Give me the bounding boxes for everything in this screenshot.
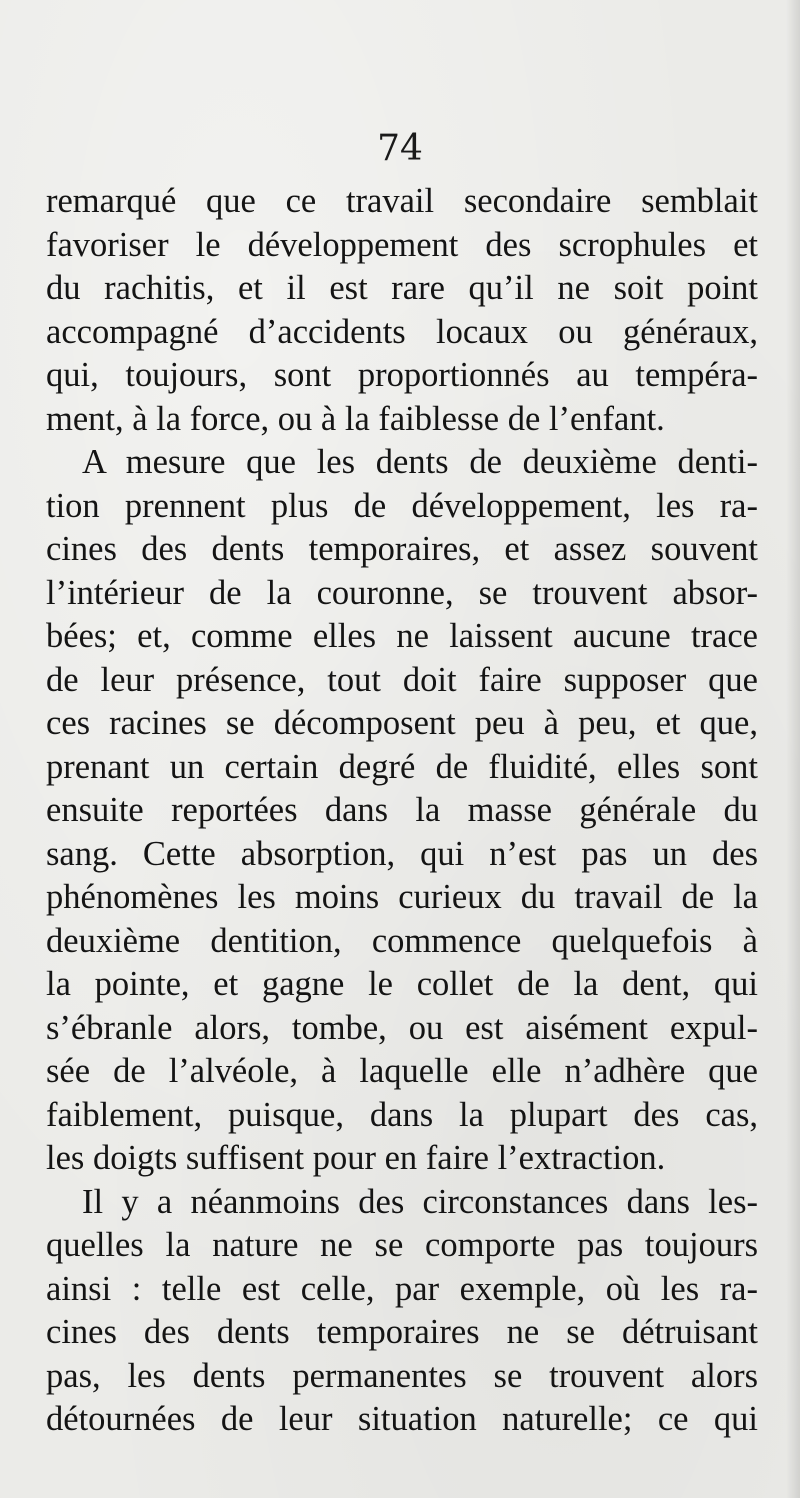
page-number: 74 xyxy=(377,128,423,169)
text-line: cines des dents temporaires, et assez souvent xyxy=(46,530,758,568)
text-line: ainsi : telle est celle, par exemple, où les ra- xyxy=(46,1269,758,1308)
text-line: quelles la nature ne se comporte pas toujours xyxy=(46,1226,758,1264)
text-line: bées; et, comme elles ne laissent aucune trace xyxy=(46,617,758,655)
text-line: tion prennent plus de développement, les ra- xyxy=(46,486,758,525)
text-line: ces racines se décomposent peu à peu, et que, xyxy=(46,704,758,742)
text-line: l’intérieur de la couronne, se trouvent absor- xyxy=(46,573,758,612)
text-line: s’ébranle alors, tombe, ou est aisément expul- xyxy=(46,1008,758,1047)
page-edge-shadow xyxy=(786,0,800,1498)
text-line: qui, toujours, sont proportionnés au tempéra- xyxy=(46,356,758,394)
text-line: favoriser le développement des scrophules et xyxy=(46,225,758,264)
text-line: remarqué que ce travail secondaire semblait xyxy=(46,182,758,220)
paragraph-end-line: les doigts suffisent pour en faire l’extraction. xyxy=(46,1139,666,1177)
paragraph-end-line: ment, à la force, ou à la faiblesse de l’enfant. xyxy=(46,399,665,438)
paragraph-start-line: Il y a néanmoins des circonstances dans les- xyxy=(82,1182,758,1221)
paragraph-start-line: A mesure que les dents de deuxième denti- xyxy=(82,443,758,481)
text-line: deuxième dentition, commence quelquefois à xyxy=(46,921,758,960)
text-line: pas, les dents permanentes se trouvent alors xyxy=(46,1356,758,1395)
text-line: ensuite reportées dans la masse générale du xyxy=(46,791,758,829)
text-line: prenant un certain degré de fluidité, elles sont xyxy=(46,747,758,786)
text-line: sang. Cette absorption, qui n’est pas un des xyxy=(46,834,758,873)
text-line: la pointe, et gagne le collet de la dent, qui xyxy=(46,965,758,1003)
text-line: cines des dents temporaires ne se détruisant xyxy=(46,1313,758,1351)
body-text xyxy=(46,180,758,1442)
text-line: phénomènes les moins curieux du travail de la xyxy=(46,878,758,916)
text-line: détournées de leur situation naturelle; ce qui xyxy=(46,1400,758,1438)
text-line: du rachitis, et il est rare qu’il ne soit point xyxy=(46,269,758,307)
text-line: de leur présence, tout doit faire supposer que xyxy=(46,660,758,699)
text-line: sée de l’alvéole, à laquelle elle n’adhère que xyxy=(46,1052,758,1090)
text-line: faiblement, puisque, dans la plupart des cas, xyxy=(46,1095,758,1134)
text-line: accompagné d’accidents locaux ou généraux, xyxy=(46,312,758,351)
